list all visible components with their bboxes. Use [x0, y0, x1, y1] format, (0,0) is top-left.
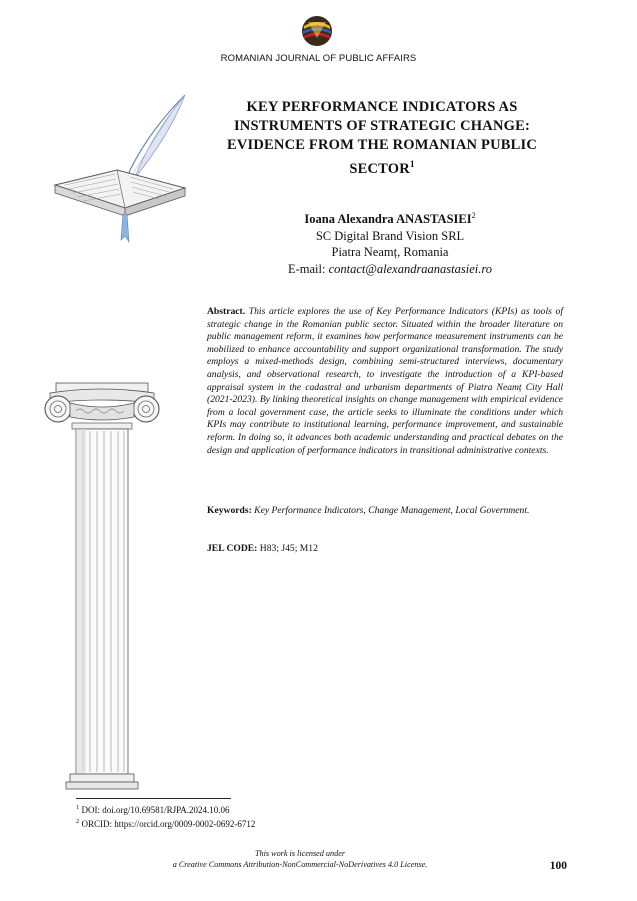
author-block: [230, 208, 550, 277]
jel-text: H83; J45; M12: [259, 543, 318, 554]
keywords-text: Key Performance Indicators, Change Management, Local Government.: [254, 505, 530, 516]
book-quill-illustration: [45, 90, 195, 250]
keywords-label: Keywords:: [207, 505, 252, 516]
title-footnote-mark: 1: [409, 159, 415, 169]
keywords: [207, 505, 563, 518]
license-line-1: This work is licensed under: [254, 849, 346, 858]
jel-label: JEL CODE:: [207, 543, 258, 554]
jel-code: [207, 543, 563, 554]
footnote-rule: [76, 798, 231, 799]
abstract: [207, 306, 563, 457]
ionic-column-illustration: [42, 365, 162, 790]
license-notice: [150, 848, 450, 870]
article-title-text: KEY PERFORMANCE INDICATORS AS INSTRUMENTS OF STRATEGIC CHANGE: EVIDENCE FROM THE ROMANIAN PUBLIC SECTOR: [226, 99, 538, 177]
page-number: 100: [549, 860, 567, 872]
abstract-text: This article explores the use of Key Performance Indicators (KPIs) as tools of strategic change in the Romanian public sector. Situated within the broader literature on public management reform, it examines how performance measurement instruments can be mobilized to enhance accountability and support organizational transformation. The study employs a mixed-methods design, combining semi-structured interviews, documentary analysis, and observational research, to investigate the introduction of a KPI-based appraisal system in the cadastral and urbanism departments of Piatra Neamț City Hall (2021-2023). By linking theoretical insights on change management with empirical evidence from a local government case, the article seeks to illuminate the conditions under which KPIs may contribute to institutional learning, performance improvement, and sustainable reform. In doing so, it advances both academic understanding and practical debates on the design and application of performance indicators in transitional administrative contexts.: [207, 306, 563, 456]
footnote-mark: 2: [76, 818, 80, 825]
footnote-doi: [76, 802, 476, 816]
footnote-orcid: [76, 816, 476, 830]
author-location: Piatra Neamț, Romania: [331, 245, 449, 260]
footnote-text[interactable]: ORCID: https://orcid.org/0009-0002-0692-6712: [81, 819, 256, 829]
journal-logo: [300, 14, 334, 48]
abstract-label: Abstract.: [207, 306, 246, 317]
article-title: [212, 98, 552, 179]
author-name: Ioana Alexandra ANASTASIEI: [304, 212, 472, 227]
author-affiliation: SC Digital Brand Vision SRL: [315, 228, 465, 243]
journal-name: ROMANIAN JOURNAL OF PUBLIC AFFAIRS: [220, 53, 417, 64]
footnote-text[interactable]: DOI: doi.org/10.69581/RJPA.2024.10.06: [81, 805, 230, 815]
license-line-2[interactable]: a Creative Commons Attribution-NonCommercial-NoDerivatives 4.0 License.: [172, 860, 428, 869]
author-name-line: [230, 208, 550, 228]
author-footnote-mark: 2: [471, 211, 476, 220]
author-email-line: [230, 261, 550, 278]
author-email: contact@alexandraanastasiei.ro: [328, 261, 493, 276]
email-label: E-mail:: [287, 261, 326, 276]
footnote-mark: 1: [76, 804, 80, 811]
